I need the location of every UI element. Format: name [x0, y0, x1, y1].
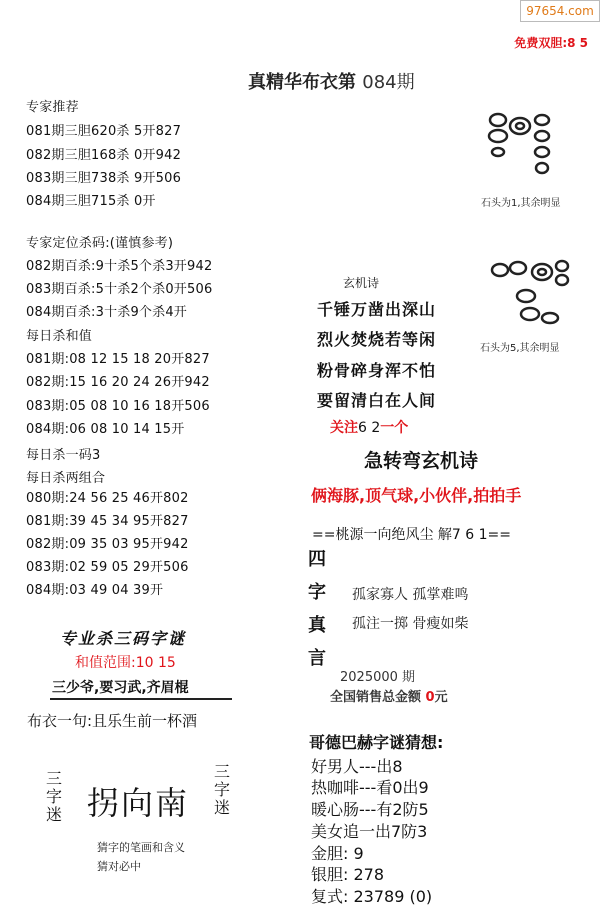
daily-combo-line: 084期:03 49 04 39开 [26, 583, 164, 598]
daily-combo-line: 083期:02 59 05 29开506 [26, 560, 189, 575]
daily-sum-line: 081期:08 12 15 18 20开827 [26, 352, 210, 367]
sizi-char: 言 [308, 648, 326, 669]
sales-value: 0 [425, 690, 435, 705]
follow-suffix: 一个 [380, 420, 409, 436]
daily-sum-line: 083期:05 08 10 16 18开506 [26, 399, 210, 414]
daily-sum-line: 084期:06 08 10 14 15开 [26, 422, 185, 437]
expert-line: 082期三胆168杀 0开942 [26, 148, 182, 163]
sizi-char: 字 [308, 582, 326, 603]
stone-picture-1 [476, 108, 560, 184]
position-kill-line: 082期百杀:9十杀5个杀3开942 [26, 259, 213, 274]
animals-line: 俩海豚,顶气球,小伙伴,拍拍手 [311, 486, 522, 505]
goethe-line: 金胆: 9 [311, 844, 364, 863]
goethe-line: 暖心肠---有2防5 [311, 800, 429, 819]
stone-caption-2: 石头为5,其余明显 [480, 343, 560, 354]
poem-line: 烈火焚烧若等闲 [317, 330, 437, 349]
poem-line: 粉骨碎身浑不怕 [317, 361, 437, 380]
position-kill-line: 084期百杀:3十杀9个杀4开 [26, 305, 188, 320]
riddle-title: 专业杀三码字谜 [60, 629, 187, 648]
sizi-line: 孤家寡人 孤掌难鸣 [352, 587, 469, 603]
taoyuan-line: ==桃源一向绝风尘 解7 6 1== [312, 527, 511, 543]
page-title [248, 68, 415, 94]
expert-heading: 专家推荐 [26, 100, 79, 115]
hint-line: 猜字的笔画和含义 [97, 841, 185, 854]
stones-icon [476, 108, 560, 180]
vertical-label-left: 三字迷 [46, 769, 63, 824]
goethe-line: 热咖啡---看0出9 [311, 778, 429, 797]
goethe-line: 好男人---出8 [311, 757, 403, 776]
sales-unit: 元 [434, 690, 448, 705]
site-badge[interactable]: 97654.com [520, 0, 600, 22]
expert-line: 083期三胆738杀 9开506 [26, 171, 182, 186]
hint-line: 猜对必中 [97, 860, 141, 873]
follow-value: 6 2 [358, 420, 381, 436]
poem-line: 千锤万凿出深山 [317, 300, 437, 319]
goethe-heading: 哥德巴赫字谜猜想: [309, 733, 444, 752]
stone-caption-1: 石头为1,其余明显 [481, 198, 561, 209]
riddle-range: 和值范围:10 15 [75, 655, 176, 671]
follow-label: 关注 [330, 420, 358, 436]
goethe-line: 银胆: 278 [311, 865, 385, 884]
title-period: 084期 [362, 72, 415, 93]
title-prefix: 真精华布衣第 [248, 72, 356, 93]
daily-kill-one: 每日杀一码3 [26, 448, 101, 463]
period-line: 2025000 期 [340, 670, 416, 685]
stone-picture-2 [488, 258, 574, 334]
riddle-word: 拐向南 [87, 784, 190, 822]
follow-line [330, 417, 408, 437]
jizhuan-heading: 急转弯玄机诗 [364, 450, 479, 472]
expert-line: 084期三胆715杀 0开 [26, 194, 156, 209]
expert-line: 081期三胆620杀 5开827 [26, 124, 182, 139]
daily-sum-heading: 每日杀和值 [26, 329, 93, 344]
poem-line: 要留清白在人间 [317, 391, 437, 410]
position-kill-line: 083期百杀:5十杀2个杀0开506 [26, 282, 213, 297]
poem-heading: 玄机诗 [343, 276, 380, 290]
goethe-line: 复式: 23789 (0) [311, 887, 433, 906]
riddle-line: 三少爷,要习武,齐眉棍 [52, 680, 189, 696]
daily-combo-line: 081期:39 45 34 95开827 [26, 514, 189, 529]
free-pick: 免费双胆:8 5 [514, 36, 588, 50]
daily-sum-line: 082期:15 16 20 24 26开942 [26, 375, 210, 390]
goethe-line: 美女追一出7防3 [311, 822, 428, 841]
daily-combo-line: 082期:09 35 03 95开942 [26, 537, 189, 552]
daily-combo-heading: 每日杀两组合 [26, 471, 106, 486]
vertical-label-right: 三字迷 [214, 762, 231, 817]
sales-line [330, 686, 448, 705]
sizi-line: 孤注一掷 骨瘦如柴 [352, 616, 469, 632]
position-kill-heading: 专家定位杀码:(谨慎参考) [26, 236, 174, 251]
daily-combo-line: 080期:24 56 25 46开802 [26, 491, 189, 506]
sizi-char: 四 [308, 549, 326, 570]
stones-icon [488, 258, 574, 330]
buyi-line: 布衣一句:且乐生前一杯酒 [27, 712, 198, 730]
sales-label: 全国销售总金额 [330, 690, 422, 705]
sizi-char: 真 [308, 615, 326, 636]
divider [50, 698, 232, 700]
